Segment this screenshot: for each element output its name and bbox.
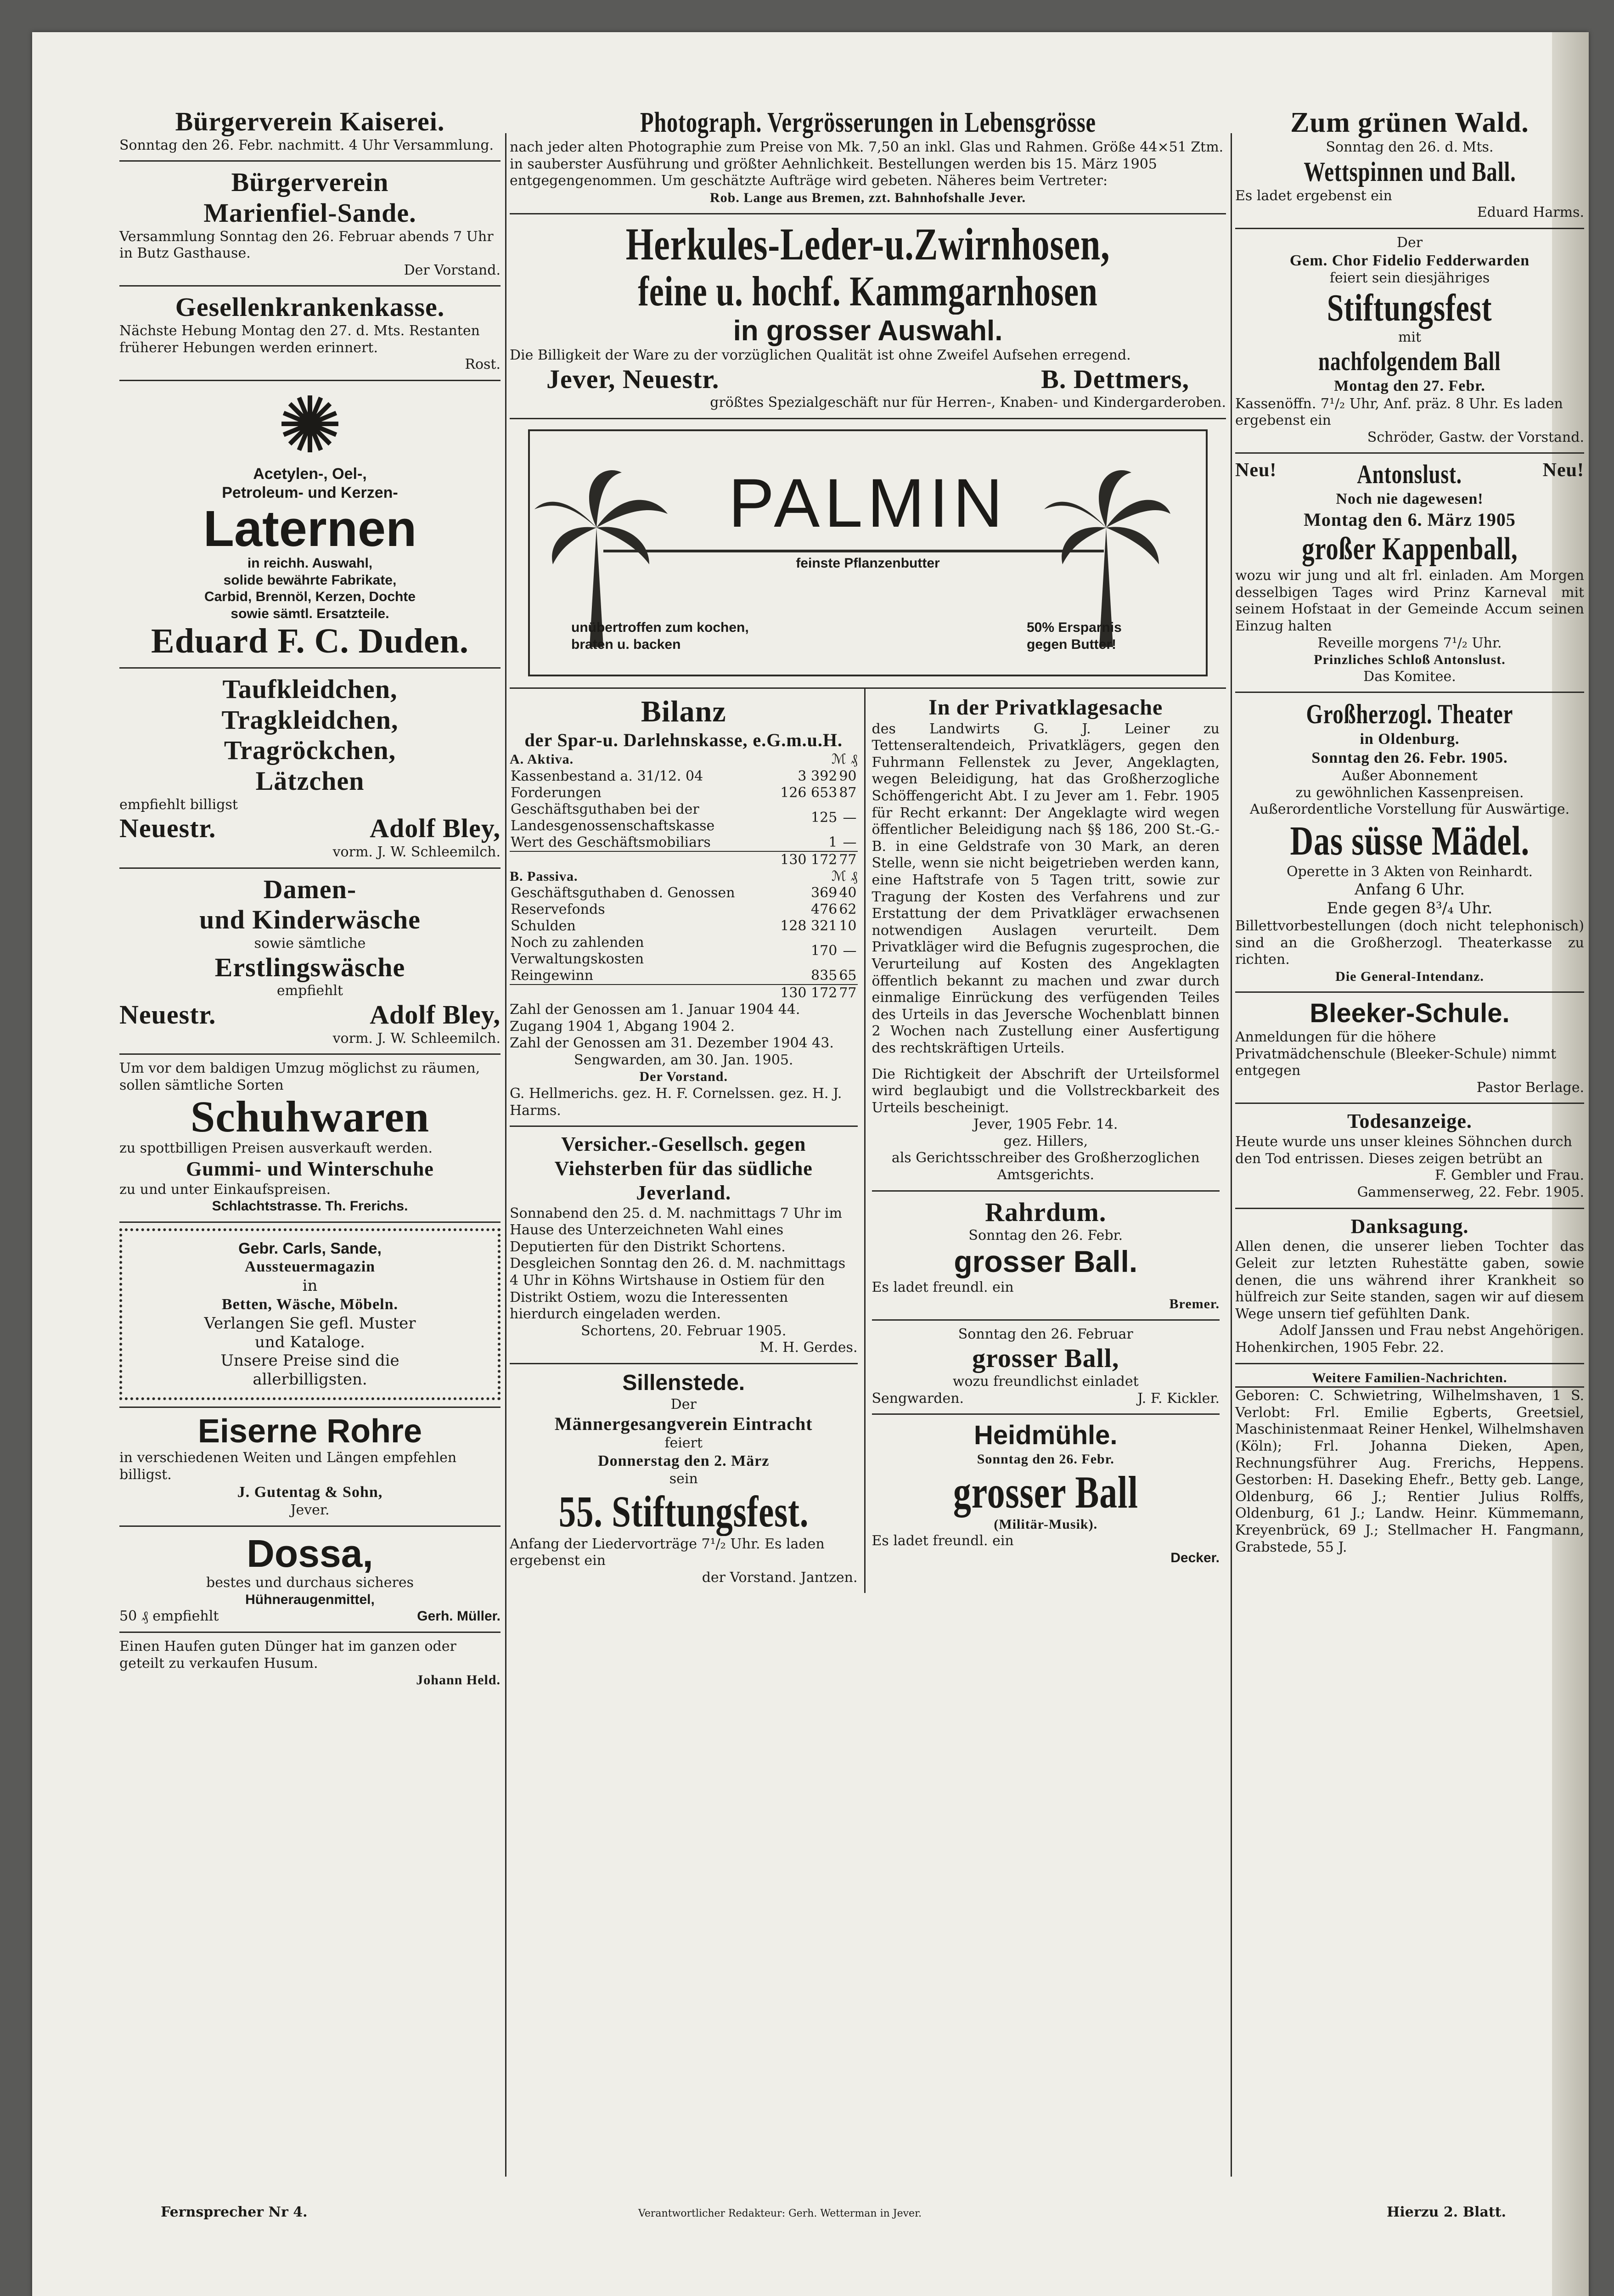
ad-bilanz	[510, 689, 858, 1127]
middle-left-subcolumn	[510, 689, 866, 1593]
ad-line: empfiehlt	[276, 983, 343, 999]
table-cell: Reservefonds	[511, 901, 605, 918]
table-cell: 1	[828, 834, 838, 850]
ad-title: Bilanz	[641, 695, 726, 729]
ad-signature: Gerh. Müller.	[417, 1609, 501, 1624]
ad-line: Petroleum- und Kerzen-	[222, 484, 398, 501]
ad-line: Sonntag den 26. Febr. 1905.	[1311, 749, 1508, 767]
ad-schuhwaren	[119, 1055, 501, 1223]
ad-title: Versicher.-Gesellsch. gegen Viehsterben für das südliche Jeverland.	[554, 1133, 813, 1204]
ad-text: Billettvorbestellungen (doch nicht telephonisch) sind an die Großherzogl. Theaterkasse zu richten.	[1235, 918, 1584, 968]
ad-theater	[1235, 693, 1584, 993]
ad-line: sein	[669, 1470, 698, 1487]
bilanz-currency: ℳ ₰	[831, 868, 858, 884]
ad-line: empfiehlt billigst	[119, 796, 238, 813]
palmin-box	[528, 429, 1208, 676]
ad-text: zu spottbilligen Preisen ausverkauft werden.	[119, 1140, 433, 1157]
ad-text: Jever, 1905 Febr. 14.	[973, 1116, 1118, 1133]
table-cell: —	[843, 834, 857, 850]
ad-place: Jever.	[290, 1502, 330, 1519]
ad-signature: Rost.	[465, 356, 501, 373]
ad-text: zu und unter Einkaufspreisen.	[119, 1181, 331, 1198]
ad-signature: Schröder, Gastw. der Vorstand.	[1367, 429, 1584, 445]
ad-place: Hohenkirchen, 1905 Febr. 22.	[1235, 1339, 1444, 1356]
ad-line: Betten, Wäsche, Möbeln.	[221, 1296, 399, 1313]
ad-line: Verlangen Sie gefl. Muster	[204, 1314, 416, 1333]
ad-text: Schortens, 20. Februar 1905.	[581, 1322, 787, 1339]
ad-signature: Bremer.	[1169, 1296, 1220, 1312]
ad-line: Außerordentliche Vorstellung für Auswärtige.	[1249, 801, 1570, 818]
ad-danksagung	[1235, 1209, 1584, 1364]
ad-signature: Der Vorstand.	[404, 262, 501, 278]
ad-text: Sengwarden, am 30. Jan. 1905.	[574, 1052, 793, 1068]
middle-right-subcolumn	[866, 689, 1226, 1593]
ad-place: Gammenserweg, 22. Febr. 1905.	[1357, 1184, 1584, 1201]
ad-gebr-carls	[119, 1223, 501, 1408]
table-row	[510, 885, 858, 901]
ad-title: Herkules-Leder-u.Zwirnhosen,	[625, 218, 1110, 270]
ad-text: des Landwirts G. J. Leiner zu Tettenseraltendeich, Privatklägers, gegen den Fuhrmann Fellenstek zu Jever, Angeklagten, wegen Beleidigung, hat das Großherzogliche Schöffengericht Abt. I zu Jever am 1. Febr. 1905 für Recht erkannt: Der Angeklagte wird wegen öffentlicher Beleidigung nach §§ 186, 200 St.-G.-B. in eine Geldstrafe von 30 Mark, an deren Stelle, wenn sie nicht beigetrieben werden kann, eine Haftstrafe von 5 Tagen tritt, sowie zur Tragung der Kosten des Verfahrens und zur Erstattung der dem Privatkläger erwachsenen notwendigen Auslagen verurteilt. Dem Privatkläger wird die Befugnis zugesprochen, die Verurteilung auf Kosten des Angeklagten öffentlich bekannt zu machen und zwar durch einmalige Einrückung des verfügenden Teiles des Urteils in das Jeversche Wochenblatt binnen 2 Wochen nach Zustellung einer Ausfertigung des rechtskräftigen Urteils.	[872, 720, 1220, 1056]
table-cell: 62	[839, 901, 857, 918]
ad-line: (Militär-Musik).	[994, 1516, 1098, 1532]
table-cell: 369	[811, 885, 838, 901]
table-cell: —	[843, 809, 857, 826]
ad-text: Anfang der Liedervorträge 7¹/₂ Uhr. Es laden ergebenst ein	[510, 1536, 825, 1569]
ad-text: in verschiedenen Weiten und Längen empfehlen billigst.	[119, 1450, 457, 1483]
ad-line: Gebr. Carls, Sande,	[238, 1239, 382, 1257]
ad-taufkleidchen	[119, 669, 501, 869]
ad-signature: J. Gutentag & Sohn,	[237, 1484, 383, 1501]
table-cell: Schulden	[511, 918, 576, 934]
ad-signature: Eduard F. C. Duden.	[151, 622, 469, 661]
ad-versicherung	[510, 1127, 858, 1364]
table-row-sum	[510, 985, 858, 1002]
table-row	[510, 934, 858, 968]
ad-title: Stiftungsfest	[1327, 287, 1492, 330]
ad-line: Hühneraugenmittel,	[245, 1592, 375, 1607]
ad-line: Unsere Preise sind die	[220, 1351, 399, 1370]
middle-split	[510, 689, 1226, 1593]
ad-line: in	[302, 1277, 318, 1295]
ad-place: Neuestr.	[119, 999, 216, 1030]
ad-line: sowie sämtliche	[254, 935, 366, 951]
footer-editor: Verantwortlicher Redakteur: Gerh. Wetterman in Jever.	[638, 2208, 922, 2219]
ad-title: Danksagung.	[1350, 1215, 1469, 1238]
palmin-tagline: feinste Pflanzenbutter	[796, 556, 940, 571]
table-cell: 128 321	[780, 918, 838, 934]
ad-duenger	[119, 1633, 501, 1695]
ad-title: Bürgerverein	[231, 167, 389, 197]
ad-sillenstede	[510, 1364, 858, 1593]
ad-line: Lätzchen	[255, 766, 365, 796]
ad-signature: Adolf Janssen und Frau nebst Angehörigen.	[1279, 1322, 1584, 1339]
ad-signature: Das Komitee.	[1363, 668, 1456, 685]
table-row	[510, 834, 858, 851]
ad-place: Sengwarden.	[872, 1390, 964, 1407]
ad-title: Antonslust.	[1357, 459, 1462, 490]
ad-line: Gem. Chor Fidelio Fedderwarden	[1289, 252, 1530, 269]
ad-line: Sonntag den 26. Febr.	[968, 1227, 1123, 1244]
ad-line: feiert sein diesjähriges	[1329, 270, 1490, 287]
table-row	[510, 918, 858, 934]
table-cell: 77	[839, 985, 857, 1002]
table-cell: 130 172	[780, 851, 838, 868]
ad-palmin	[510, 419, 1226, 689]
ad-title: Dossa,	[247, 1531, 373, 1575]
ad-title: Bürgerverein Kaiserei.	[175, 107, 445, 136]
ad-text: Heute wurde uns unser kleines Söhnchen durch den Tod entrissen. Dieses zeigen betrübt an	[1235, 1134, 1572, 1167]
ad-buergerverein-kaiserei	[119, 101, 501, 162]
ad-text: Die Richtigkeit der Abschrift der Urteilsformel wird beglaubigt und die Vollstreckbarkeit des Urteils bescheinigt.	[872, 1066, 1220, 1116]
ad-signature: Pastor Berlage.	[1476, 1079, 1584, 1096]
ad-title: Marienfiel-Sande.	[203, 197, 416, 228]
ad-line: allerbilligsten.	[253, 1370, 367, 1389]
ad-line: zu gewöhnlichen Kassenpreisen.	[1295, 784, 1524, 801]
ad-line: Der	[1396, 235, 1423, 251]
ad-text: Geboren: C. Schwietring, Wilhelmshaven, 1 S. Verlobt: Frl. Emilie Egberts, Greetsiel, Maschinistenmaat Reiner Henkel, Wilhelmshaven (Köln); Frl. Johanna Dieken, Apen, Rechnungsführer Aug. Frerichs, Heppens. Gestorben: H. Daseking Ehefr., Betty geb. Lange, Oldenburg, 66 J.; Rentier Julius Rolffs, Oldenburg, 61 J.; Landw. Heinr. Kümmemann, Kreyenbrück, 69 J.; Stellmacher H. Fangmann, Grabstede, 55 J.	[1235, 1388, 1584, 1555]
ad-line: Sonntag den 26. Febr.	[977, 1452, 1114, 1467]
ad-subtitle: der Spar-u. Darlehnskasse, e.G.m.u.H.	[524, 729, 843, 750]
ad-text: wozu wir jung und alt frl. einladen. Am Morgen desselbigen Tages wird Prinz Karneval mit seinem Hofstaat in der Gemeinde Accum seinen Einzug halten	[1235, 568, 1584, 635]
ad-line: Es ladet freundl. ein	[872, 1533, 1014, 1549]
ad-title: In der Privatklagesache	[928, 695, 1163, 720]
ad-title: Bleeker-Schule.	[1310, 998, 1510, 1029]
ad-line: in Oldenburg.	[1360, 731, 1460, 748]
ad-signature: Rob. Lange aus Bremen, zzt. Bahnhofshalle Jever.	[709, 190, 1026, 206]
bilanz-aktiva-table	[510, 768, 858, 868]
column-left	[119, 101, 501, 1695]
table-cell: 3 392	[798, 768, 838, 784]
ad-signature: gez. Hillers,	[1003, 1133, 1088, 1149]
ad-text: Zahl der Genossen am 1. Januar 1904 44.	[510, 1002, 800, 1018]
ad-line: Anfang 6 Uhr.	[1354, 880, 1465, 899]
ad-text: Einen Haufen guten Dünger hat im ganzen oder geteilt zu verkaufen Husum.	[119, 1638, 456, 1671]
ad-line: und Kinderwäsche	[199, 905, 421, 935]
ad-line: Der	[670, 1396, 697, 1412]
table-row	[510, 901, 858, 918]
ad-line: Prinzliches Schloß Antonslust.	[1314, 652, 1506, 668]
table-row	[510, 801, 858, 834]
ad-line: solide bewährte Fabrikate,	[223, 572, 397, 588]
ad-text: Sonntag den 26. Febr. nachmitt. 4 Uhr Versammlung.	[119, 137, 494, 153]
ad-line: Gummi- und Winterschuhe	[186, 1157, 434, 1180]
ad-line: Aussteuermagazin	[244, 1258, 376, 1276]
ad-bleeker-schule	[1235, 993, 1584, 1104]
ad-text: Um vor dem baldigen Umzug möglichst zu räumen, sollen sämtliche Sorten	[119, 1060, 480, 1093]
table-cell: 126 653	[780, 784, 838, 801]
palmin-left-text: unübertroffen zum kochen, braten u. backen	[571, 620, 749, 652]
column-rule	[505, 133, 506, 2177]
ad-line: Sonntag den 26. d. Mts.	[1326, 139, 1494, 156]
ad-title: Zum grünen Wald.	[1290, 107, 1529, 138]
snowflake-star-icon: ✺	[277, 380, 343, 471]
ad-line: Es ladet freundl. ein	[872, 1279, 1014, 1295]
ad-line: mit	[1398, 329, 1422, 346]
ad-line: Reveille morgens 7¹/₂ Uhr.	[1317, 635, 1502, 651]
ad-heidmuehle	[872, 1415, 1220, 1573]
new-badge: Neu!	[1542, 460, 1584, 481]
ad-title: Großherzogl. Theater	[1306, 699, 1513, 730]
ad-line: Erstlingswäsche	[214, 952, 405, 982]
ad-signature: B. Dettmers,	[1041, 364, 1189, 394]
ad-price: 50 ₰ empfiehlt	[119, 1608, 219, 1625]
table-cell: Geschäftsguthaben bei der Landesgenossenschaftskasse	[511, 801, 715, 834]
ad-title: grosser Ball.	[954, 1244, 1138, 1278]
table-cell: 130 172	[780, 985, 838, 1002]
table-cell: 125	[811, 809, 838, 826]
ad-title: 55. Stiftungsfest.	[558, 1487, 809, 1536]
ad-rahrdum	[872, 1192, 1220, 1321]
ad-signature: Eduard Harms.	[1477, 204, 1584, 221]
ad-line: Tragröckchen,	[224, 735, 396, 765]
ad-title: Sillenstede.	[622, 1371, 745, 1395]
ad-title: Das süsse Mädel.	[1290, 818, 1530, 864]
ad-signature: Decker.	[1170, 1550, 1220, 1565]
ad-privatklage	[872, 689, 1220, 1192]
ad-signature: Adolf Bley,	[370, 999, 501, 1030]
palmin-right-text: 50% Ersparnis gegen Butter!	[1027, 620, 1122, 652]
table-cell: Noch zu zahlenden Verwaltungskosten	[511, 934, 644, 968]
ad-signature: der Vorstand. Jantzen.	[702, 1569, 858, 1586]
ad-text: Die Billigkeit der Ware zu der vorzüglichen Qualität ist ohne Zweifel Aufsehen erregend.	[510, 347, 1131, 364]
table-cell: Forderungen	[511, 784, 602, 801]
table-cell: 77	[839, 851, 857, 868]
ad-antonslust	[1235, 454, 1584, 693]
ad-signature: Schlachtstrasse. Th. Frerichs.	[212, 1199, 408, 1214]
ad-line: und Kataloge.	[254, 1333, 365, 1351]
ad-line: Damen-	[263, 874, 357, 904]
ad-place: Jever, Neuestr.	[546, 364, 720, 394]
ad-title: Gesellenkrankenkasse.	[175, 292, 445, 322]
ad-line: Männergesangverein Eintracht	[554, 1413, 813, 1435]
table-row-sum	[510, 851, 858, 868]
ad-text: nach jeder alten Photographie zum Preise von Mk. 7,50 an inkl. Glas und Rahmen. Größe 44×51 Ztm. in sauberster Ausführung und größter Aehnlichkeit. Bestellungen werden bis 15. März 1905 entgegengenommen. Um geschätzte Aufträge wird gebeten. Näheres beim Vertreter:	[510, 139, 1224, 189]
ad-title: Wettspinnen und Ball.	[1303, 156, 1516, 187]
ad-text: Allen denen, die unserer lieben Tochter das Geleit zur letzten Ruhestätte gaben, sowie denen, die uns während ihrer Krankheit so hülfreich zur Seite standen, sagen wir auf diesem Wege unsern tief gefühlten Dank.	[1235, 1238, 1584, 1322]
ad-dossa	[119, 1527, 501, 1633]
table-cell: 65	[839, 968, 857, 984]
ad-line: Noch nie dagewesen!	[1336, 490, 1484, 507]
ad-title: Laternen	[203, 500, 417, 557]
table-cell: 87	[839, 784, 857, 801]
bilanz-aktiva-heading: A. Aktiva.	[510, 751, 574, 767]
bilanz-passiva-table	[510, 885, 858, 1002]
ad-box	[119, 1228, 501, 1400]
ad-line: Carbid, Brennöl, Kerzen, Dochte	[204, 589, 416, 605]
ad-signature: M. H. Gerdes.	[759, 1339, 858, 1356]
footer-phone: Fernsprecher Nr 4.	[161, 2204, 308, 2220]
table-cell: 40	[839, 885, 857, 901]
ad-familien-nachrichten	[1235, 1364, 1584, 1563]
bilanz-currency: ℳ ₰	[831, 751, 858, 767]
ad-title: Eiserne Rohre	[197, 1413, 422, 1450]
ad-title: Weitere Familien-Nachrichten.	[1235, 1370, 1584, 1388]
ad-line: Sonntag den 26. Februar	[958, 1326, 1133, 1343]
table-cell: Wert des Geschäftsmobiliars	[511, 834, 711, 850]
table-row	[510, 768, 858, 785]
ad-sengwarden-ball	[872, 1321, 1220, 1415]
ad-text: Versammlung Sonntag den 26. Februar abends 7 Uhr in Butz Gasthause.	[119, 228, 494, 262]
ad-damenwaesche	[119, 869, 501, 1055]
ad-gruener-wald	[1235, 101, 1584, 229]
palmin-brand: PALMIN	[728, 464, 1007, 542]
ad-line: feiert	[664, 1435, 703, 1452]
ad-line: Operette in 3 Akten von Reinhardt.	[1286, 863, 1533, 880]
ad-line: Taufkleidchen,	[222, 674, 398, 704]
ad-signature: Johann Held.	[416, 1672, 501, 1688]
ad-todesanzeige	[1235, 1104, 1584, 1209]
ad-title: Photograph. Vergrösserungen in Lebensgrösse	[640, 107, 1096, 138]
ad-signature: G. Hellmerichs. gez. H. F. Cornelssen. gez. H. J. Harms.	[510, 1086, 842, 1119]
table-cell: 170	[811, 943, 838, 959]
ad-place: Neuestr.	[119, 813, 216, 844]
ad-gesellenkrankenkasse	[119, 287, 501, 381]
ad-title: grosser Ball,	[972, 1343, 1119, 1373]
ad-line: bestes und durchaus sicheres	[206, 1575, 414, 1591]
ad-text: Zugang 1904 1, Abgang 1904 2.	[510, 1018, 735, 1035]
ad-signature: J. F. Kickler.	[1137, 1390, 1220, 1407]
ad-signature: F. Gembler und Frau.	[1434, 1167, 1584, 1184]
ad-photograph	[510, 101, 1226, 214]
ad-text: Der Vorstand.	[639, 1069, 728, 1085]
ad-line: Ende gegen 8³/₄ Uhr.	[1327, 899, 1493, 918]
ad-text: als Gerichtsschreiber des Großherzoglichen Amtsgerichts.	[891, 1150, 1200, 1183]
new-badge: Neu!	[1235, 460, 1277, 481]
ad-fidelio	[1235, 229, 1584, 454]
ad-line: Acetylen-, Oel-,	[253, 465, 367, 483]
ad-eiserne-rohre	[119, 1408, 501, 1527]
ad-line: Außer Abonnement	[1342, 768, 1478, 784]
footer-note: Hierzu 2. Blatt.	[1387, 2204, 1507, 2220]
ad-title: Schuhwaren	[190, 1092, 430, 1142]
table-cell: 476	[811, 901, 838, 918]
ad-text: Sonnabend den 25. d. M. nachmittags 7 Uhr im Hause des Unterzeichneten Wahl eines Deputierten für den Distrikt Schortens. Desgleichen Sonntag den 26. d. M. nachmittags 4 Uhr in Köhns Wirtshause in Ostiem für den Distrikt Ostiem, wozu die Interessenten hierdurch eingeladen werden.	[510, 1205, 846, 1322]
ad-signature: Adolf Bley,	[370, 813, 501, 844]
table-cell: 10	[839, 918, 857, 934]
ad-text: Nächste Hebung Montag den 27. d. Mts. Restanten früherer Hebungen werden erinnert.	[119, 323, 480, 356]
ad-title: feine u. hochf. Kammgarnhosen	[638, 267, 1098, 315]
ad-line: größtes Spezialgeschäft nur für Herren-, Knaben- und Kindergarderoben.	[710, 394, 1226, 411]
ad-line: sowie sämtl. Ersatzteile.	[231, 606, 389, 621]
column-middle	[510, 101, 1226, 1593]
table-cell: Kassenbestand a. 31/12. 04	[511, 768, 703, 784]
table-cell: Reingewinn	[511, 968, 594, 984]
ad-line: Montag den 6. März 1905	[1304, 509, 1516, 530]
ad-line: in reichh. Auswahl,	[247, 556, 373, 571]
column-rule	[1231, 133, 1232, 2177]
ad-herkules	[510, 214, 1226, 419]
table-cell: —	[843, 943, 857, 959]
ad-line: Tragkleidchen,	[221, 704, 399, 735]
ad-title: grosser Ball	[953, 1466, 1138, 1518]
table-cell: Geschäftsguthaben d. Genossen	[511, 885, 735, 901]
ad-line: Montag den 27. Febr.	[1334, 377, 1485, 394]
ad-laternen	[119, 381, 501, 669]
bilanz-passiva-heading: B. Passiva.	[510, 868, 578, 884]
ad-line: vorm. J. W. Schleemilch.	[332, 844, 501, 860]
ad-line: in grosser Auswahl.	[733, 315, 1003, 347]
ad-title: Heidmühle.	[973, 1420, 1118, 1451]
ad-title: nachfolgendem Ball	[1318, 346, 1501, 377]
ad-line: wozu freundlichst einladet	[952, 1373, 1139, 1390]
ad-buergerverein-sande	[119, 162, 501, 287]
table-cell: 90	[839, 768, 857, 784]
table-row	[510, 968, 858, 985]
ad-text: Anmeldungen für die höhere Privatmädchenschule (Bleeker-Schule) nimmt entgegen	[1235, 1029, 1557, 1079]
ad-text: Zahl der Genossen am 31. Dezember 1904 43.	[510, 1035, 834, 1052]
column-right	[1235, 101, 1584, 1562]
ad-line: vorm. J. W. Schleemilch.	[332, 1030, 501, 1047]
ad-line: Donnerstag den 2. März	[598, 1452, 770, 1469]
table-row	[510, 785, 858, 801]
ad-title: Todesanzeige.	[1347, 1110, 1472, 1133]
ad-title: großer Kappenball,	[1301, 531, 1518, 567]
ad-line: Es ladet ergebenst ein	[1235, 187, 1392, 204]
ad-title: Rahrdum.	[985, 1197, 1107, 1227]
ad-text: Kassenöffn. 7¹/₂ Uhr, Anf. präz. 8 Uhr. Es laden ergebenst ein	[1235, 395, 1563, 429]
ad-signature: Die General-Intendanz.	[1335, 968, 1484, 984]
table-cell: 835	[811, 968, 838, 984]
